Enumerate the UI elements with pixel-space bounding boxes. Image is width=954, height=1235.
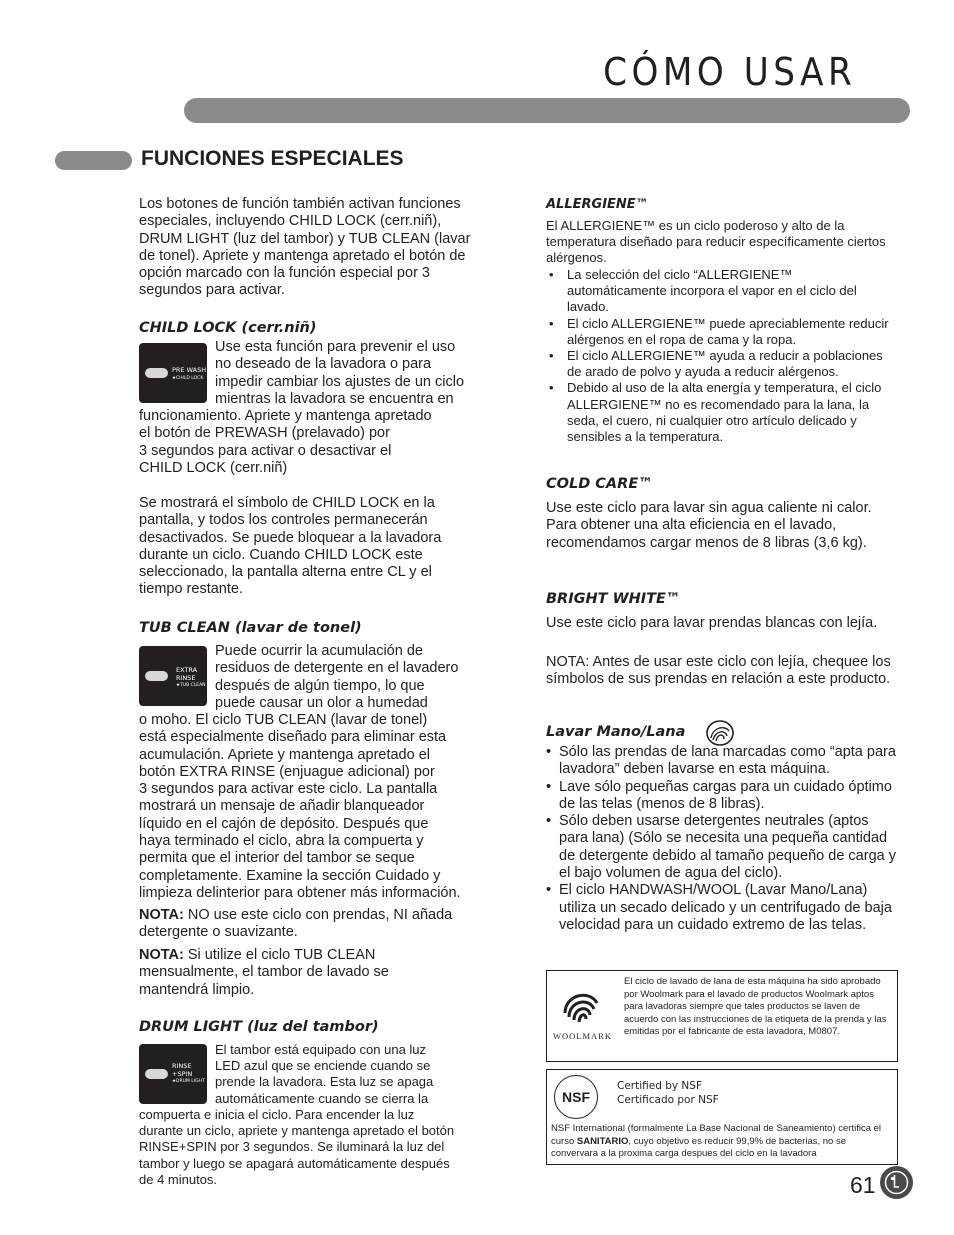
- allergiene-heading: ALLERGIENE™: [546, 197, 649, 212]
- tub-clean-text: o moho. El ciclo TUB CLEAN (lavar de tonel) está especialmente diseñado para eliminar esta acumulación. Apriete y mantenga apretado el botón EXTRA RINSE (enjuague adicional) por 3 segundos para activar este ciclo. La pantalla mostrará un mensaje de añadir blanqueador líquido en el cajón de depósito. Después que haya terminado el ciclo, abra la compuerta y permita que el interior del tambor se seque completamente. Examine la sección Cuidado y limpieza delinterior para obtener más información.: [139, 712, 461, 901]
- page-header-title: CÓMO USAR: [602, 50, 856, 94]
- woolmark-logo-icon: [559, 983, 603, 1032]
- child-lock-paragraph-2: Se mostrará el símbolo de CHILD LOCK en la pantalla, y todos los controles permanecerán desactivados. Se puede bloquear a la lavadora durante un ciclo. Cuando CHILD LOCK este seleccionado, la pantalla alterna entre CL y el tiempo restante.: [139, 495, 442, 598]
- list-item: • Lave sólo pequeñas cargas para un cuidado óptimo de las telas (menos de 8 libras).: [546, 778, 892, 812]
- tub-clean-heading: TUB CLEAN (lavar de tonel): [139, 620, 362, 636]
- list-item: • El ciclo HANDWASH/WOOL (Lavar Mano/Lana) utiliza un secado delicado y un centrifugado de baja velocidad para un cuidado extremo de las telas.: [546, 882, 892, 933]
- extra-rinse-button-panel: [139, 646, 207, 706]
- list-item: • Sólo las prendas de lana marcadas como “apta para lavadora” deben lavarse en esta máquina.: [546, 744, 896, 778]
- nsf-logo-text: NSF: [562, 1089, 590, 1105]
- cold-care-text: Use este ciclo para lavar sin agua caliente ni calor. Para obtener una alta eficiencia en el lavado, recomendamos cargar menos de 8 libras (3,6 kg).: [546, 500, 872, 551]
- drum-light-text: compuerta e inicia el ciclo. Para encender la luz durante un ciclo, apriete y mantenga apretado el botón RINSE+SPIN por 3 segundos. Se iluminará la luz del tambor y luego se apagará automáticamente después de 4 minutos.: [139, 1107, 455, 1187]
- page-number: 61: [850, 1172, 876, 1198]
- drum-light-heading: DRUM LIGHT (luz del tambor): [139, 1019, 379, 1035]
- section-pill: [55, 151, 132, 170]
- nsf-box: [546, 1069, 898, 1165]
- prewash-button-icon: [145, 368, 168, 378]
- extra-rinse-button-icon: [145, 671, 168, 681]
- allergiene-intro: El ALLERGIENE™ es un ciclo poderoso y alto de la temperatura diseñado para reducir específicamente ciertos alérgenos.: [546, 218, 886, 266]
- rinse-spin-button-icon: [145, 1069, 168, 1079]
- cold-care-heading: COLD CARE™: [546, 476, 653, 492]
- rinse-spin-button-panel: [139, 1044, 207, 1104]
- nsf-certified-text: Certified by NSF Certificado por NSF: [617, 1080, 719, 1106]
- nsf-logo-icon: [554, 1075, 598, 1119]
- bright-white-heading: BRIGHT WHITE™: [546, 591, 681, 607]
- lg-logo-icon: [880, 1166, 913, 1199]
- list-item: • El ciclo ALLERGIENE™ ayuda a reducir a poblaciones de arado de polvo y ayuda a reducir alérgenos.: [549, 348, 883, 380]
- bright-white-text: Use este ciclo para lavar prendas blancas con lejía.: [546, 615, 878, 631]
- header-bar: [184, 98, 910, 123]
- woolmark-logo-text: WOOLMARK: [553, 1031, 612, 1041]
- bright-white-note: NOTA: Antes de usar este ciclo con lejía, chequee los símbolos de sus prendas en relación a este producto.: [546, 654, 891, 688]
- prewash-label: PRE WASH ★CHILD LOCK: [172, 366, 207, 381]
- list-item: • El ciclo ALLERGIENE™ puede apreciablemente reducir alérgenos en el ropa de cama y la ropa.: [549, 315, 889, 347]
- nsf-text: NSF International (formalmente La Base Nacional de Saneamiento) certifica el curso SANITARIO, cuyo objetivo es reducir 99,9% de bacterias, no se convervara a la proxima carga despues del ciclo en la lavadora: [551, 1123, 882, 1159]
- tub-clean-note-2: NOTA: Si utilize el ciclo TUB CLEAN mensualmente, el tambor de lavado se mantendrá limpio.: [139, 947, 389, 998]
- tub-clean-note-1: NOTA: NO use este ciclo con prendas, NI añada detergente o suavizante.: [139, 907, 453, 941]
- prewash-button-panel: [139, 343, 207, 403]
- woolmark-box: [546, 970, 898, 1062]
- list-item: • Debido al uso de la alta energía y temperatura, el ciclo ALLERGIENE™ no es recomendado para la lana, la seda, el cuero, ni cualquier otro artículo delicado y sensibles a la temperatura.: [549, 380, 882, 445]
- tub-clean-side-text: Puede ocurrir la acumulación de residuos de detergente en el lavadero después de algún tiempo, lo que puede causar un olor a humedad: [215, 643, 459, 711]
- child-lock-side-text: Use esta función para prevenir el uso no deseado de la lavadora o para impedir cambiar los ajustes de un ciclo mientras la lavadora se encuentra en: [215, 339, 465, 407]
- lavar-mano-heading: Lavar Mano/Lana: [546, 724, 686, 740]
- section-title: FUNCIONES ESPECIALES: [141, 147, 404, 170]
- list-item: • La selección del ciclo “ALLERGIENE™ automáticamente incorpora el vapor en el ciclo del lavado.: [549, 267, 857, 315]
- allergiene-list: [549, 267, 894, 445]
- intro-paragraph: Los botones de función también activan funciones especiales, incluyendo CHILD LOCK (cerr.niñ), DRUM LIGHT (luz del tambor) y TUB CLEAN (lavar de tonel). Apriete y mantenga apretado el botón de opción marcado con la función especial por 3 segundos para activar.: [139, 196, 471, 299]
- woolmark-text: El ciclo de lavado de lana de esta máquina ha sido aprobado por Woolmark para el lavado de productos Woolmark aptos para lavadoras siempre que tales productos se laven de acuerdo con las instrucciones de la etiqueta de la prenda y las emitidas por el fabricante de esta lavadora, M0807.: [624, 976, 887, 1037]
- list-item: • Sólo deben usarse detergentes neutrales (aptos para lana) (Sólo se necesita una pequeña cantidad de detergente debido al tamaño pequeño de carga y el bajo volumen de agua del ciclo).: [546, 813, 896, 882]
- extra-rinse-label: EXTRA RINSE ★TUB CLEAN: [176, 666, 206, 688]
- rinse-spin-label: RINSE +SPIN ★DRUM LIGHT: [172, 1062, 205, 1084]
- drum-light-side-text: El tambor está equipado con una luz LED azul que se enciende cuando se prende la lavadora. Esta luz se apaga automáticamente cuando se cierra la: [215, 1042, 434, 1106]
- child-lock-heading: CHILD LOCK (cerr.niñ): [139, 320, 317, 336]
- child-lock-text: funcionamiento. Apriete y mantenga apretado el botón de PREWASH (prelavado) por 3 segundos para activar o desactivar el CHILD LOCK (cerr.niñ): [139, 408, 432, 476]
- lavar-mano-list: [546, 744, 896, 934]
